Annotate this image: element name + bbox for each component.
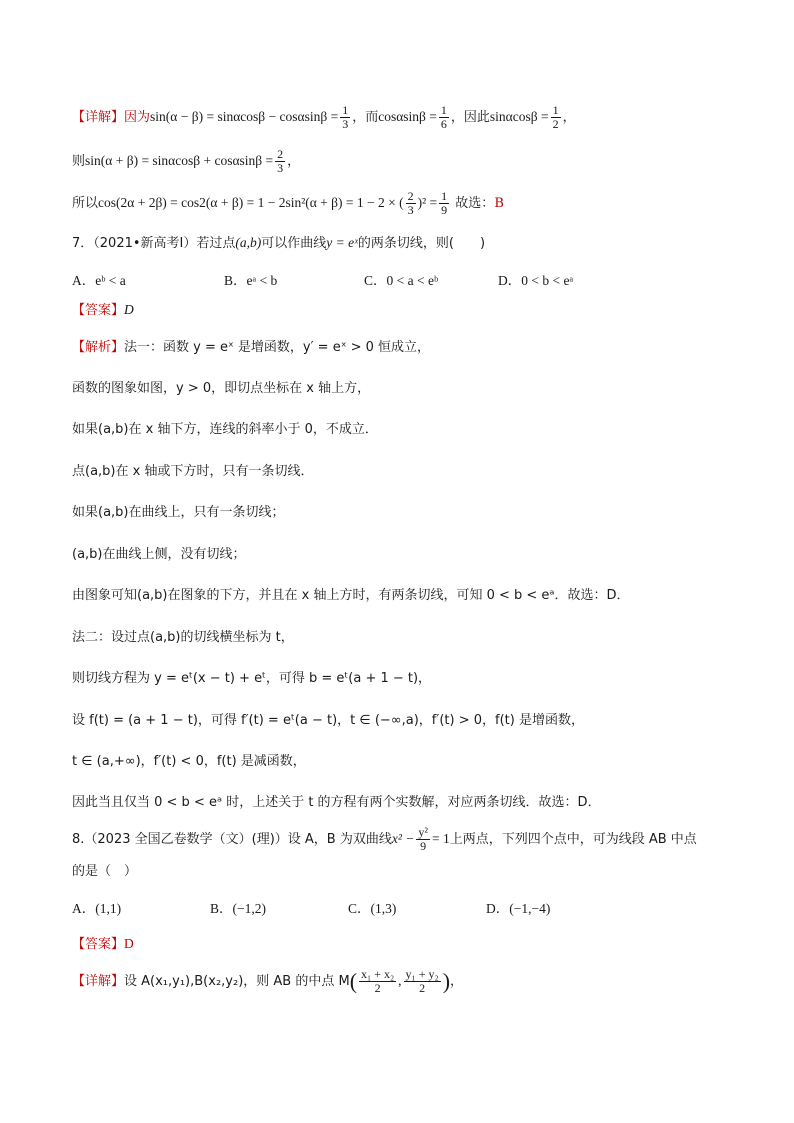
fraction: $\frac{1}{6}$ bbox=[440, 103, 447, 131]
q8-stem: 8.（2023 全国乙卷数学（文）(理)）设 A，B 为双曲线x² − $\frac{\text{y²}}{9}$ = 1上两点，下列四个点中，可为线段 AB 中点 bbox=[72, 825, 697, 853]
answer-value: D bbox=[124, 936, 134, 951]
q8-detail: 【详解】设 A(x₁,y₁),B(x₂,y₂)，则 AB 的中点 M( $\frac{\text{x₁ + x₂}}{2}$ , $\frac{\text{y₁ + y₂}}{2}$ )， bbox=[72, 967, 464, 995]
q7-analysis-line-5: 如果(a,b)在曲线上，只有一条切线； bbox=[72, 505, 285, 520]
q8-answer bbox=[72, 934, 134, 955]
q7-analysis-line-11: t ∈ (a,+∞)，f′(t) < 0，f(t) 是减函数， bbox=[72, 754, 306, 769]
q7-stem: 7．（2021•新高考Ⅰ）若过点(a,b)可以作曲线y = eˣ的两条切线，则( ) bbox=[72, 235, 486, 251]
q7-analysis-line-7: 由图象可知(a,b)在图象的下方，并且在 x 轴上方时，有两条切线，可知 0 < b < eᵃ．故选：D． bbox=[72, 588, 630, 603]
q7-analysis-line-4: 点(a,b)在 x 轴或下方时，只有一条切线． bbox=[72, 464, 314, 479]
answer-letter: B bbox=[494, 196, 504, 211]
q7-analysis-line-6: (a,b)在曲线上侧，没有切线； bbox=[72, 547, 246, 562]
fraction: $\frac{1}{2}$ bbox=[552, 103, 559, 131]
option-d: D．0 < b < eᵃ bbox=[498, 273, 574, 288]
detail-line-2: 则sin(α + β) = sinαcosβ + cosαsinβ = $\frac{2}{3}$ ， bbox=[72, 147, 301, 175]
q7-analysis-line-12: 因此当且仅当 0 < b < eᵃ 时，上述关于 t 的方程有两个实数解，对应两条切线．故选：D． bbox=[72, 795, 601, 810]
option-a: A．(1,1) bbox=[72, 901, 122, 916]
answer-tag: 【答案】 bbox=[72, 303, 125, 318]
option-d: D．(−1,−4) bbox=[486, 901, 551, 916]
fraction: $\frac{2}{3}$ bbox=[407, 189, 414, 217]
q8-stem-line-2: 的是（ ） bbox=[72, 864, 138, 879]
detail-line-1: 【详解】因为sin(α − β) = sinαcosβ − cosαsinβ = $\frac{1}{3}$ ，而cosαsinβ = $\frac{1}{6}$ ，因此sinαcosβ = $\frac{1}{2}$ ， bbox=[72, 103, 576, 131]
fraction: $\frac{\text{y₁ + y₂}}{2}$ bbox=[405, 967, 439, 995]
q7-analysis-line-10: 设 f(t) = (a + 1 − t)，可得 f′(t) = eᵗ(a − t)，t ∈ (−∞,a)，f′(t) > 0，f(t) 是增函数， bbox=[72, 713, 584, 728]
option-c: C．(1,3) bbox=[348, 901, 397, 916]
q7-answer bbox=[72, 300, 134, 321]
detail-line-3: 所以cos(2α + 2β) = cos2(α + β) = 1 − 2sin²(α + β) = 1 − 2 × ( $\frac{2}{3}$ )² = $\frac{1}{9}$ 故选：B bbox=[72, 189, 504, 217]
q7-analysis-line-8: 法二：设过点(a,b)的切线横坐标为 t， bbox=[72, 630, 294, 645]
fraction: $\frac{1}{9}$ bbox=[441, 189, 448, 217]
fraction: $\frac{1}{3}$ bbox=[342, 103, 349, 131]
detail-tag: 【详解】 bbox=[72, 974, 125, 989]
answer-tag: 【答案】 bbox=[72, 937, 125, 952]
q7-analysis-line-1: 【解析】法一：函数 y = eˣ 是增函数，y′ = eˣ > 0 恒成立， bbox=[72, 340, 431, 355]
fraction: $\frac{2}{3}$ bbox=[277, 147, 284, 175]
answer-value: D bbox=[124, 302, 134, 317]
q7-analysis-line-9: 则切线方程为 y = eᵗ(x − t) + eᵗ，可得 b = eᵗ(a + 1 − t)， bbox=[72, 671, 432, 686]
left-paren: ( bbox=[349, 968, 358, 994]
fraction: $\frac{\text{y²}}{9}$ bbox=[418, 825, 428, 853]
q7-analysis-line-3: 如果(a,b)在 x 轴下方，连线的斜率小于 0，不成立． bbox=[72, 422, 378, 437]
right-paren: ) bbox=[442, 968, 451, 994]
option-b: B．eᵃ < b bbox=[224, 273, 278, 288]
option-b: B．(−1,2) bbox=[210, 901, 266, 916]
option-a: A．eᵇ < a bbox=[72, 273, 126, 288]
option-c: C．0 < a < eᵇ bbox=[364, 273, 439, 288]
analysis-tag: 【解析】 bbox=[72, 340, 125, 355]
q7-analysis-line-2: 函数的图象如图，y > 0，即切点坐标在 x 轴上方， bbox=[72, 381, 371, 396]
detail-tag: 【详解】 bbox=[72, 110, 125, 125]
fraction: $\frac{\text{x₁ + x₂}}{2}$ bbox=[361, 967, 395, 995]
